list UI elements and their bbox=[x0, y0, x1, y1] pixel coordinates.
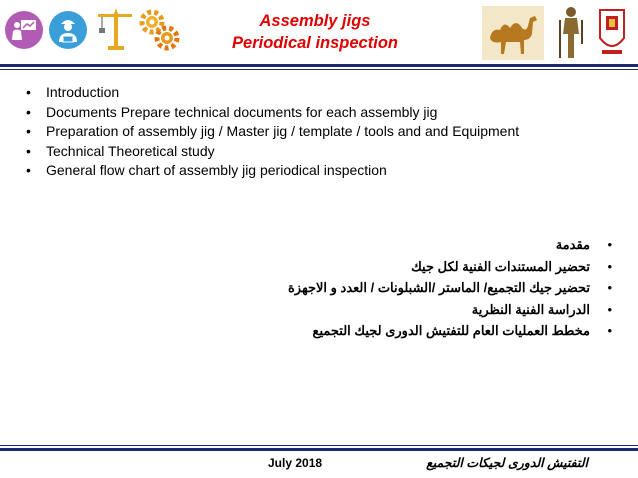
list-item: • Introduction bbox=[24, 83, 624, 103]
slide-title-line-1: Assembly jigs bbox=[259, 12, 371, 30]
presentation-icon bbox=[4, 10, 44, 50]
camel-icon bbox=[482, 6, 544, 60]
list-item: • تحضير جيك التجميع/ الماستر /الشبلونات / العدد و الاجهزة bbox=[116, 277, 616, 299]
footer-divider-thin bbox=[0, 445, 638, 446]
arabic-bullet-list bbox=[116, 234, 616, 342]
gears-icon bbox=[138, 8, 180, 52]
list-item: • مقدمة bbox=[116, 234, 616, 256]
list-item: • Technical Theoretical study bbox=[24, 142, 624, 162]
footer-title: التفتيش الدورى لجيكات التجميع bbox=[426, 456, 588, 470]
english-bullet-list bbox=[24, 83, 624, 181]
footer-date: July 2018 bbox=[268, 456, 323, 470]
engineer-icon bbox=[48, 10, 88, 50]
crane-icon bbox=[94, 6, 134, 52]
list-item: • مخطط العمليات العام للتفتيش الدورى لجيك التجميع bbox=[116, 320, 616, 342]
list-item: • Preparation of assembly jig / Master jig / template / tools and and Equipment bbox=[24, 122, 624, 142]
university-crest-icon bbox=[596, 4, 628, 60]
list-item: • تحضير المستندات الفنية لكل جيك bbox=[116, 256, 616, 278]
header-divider-thick bbox=[0, 64, 638, 67]
slide-header bbox=[0, 0, 638, 66]
slide-title-line-2: Periodical inspection bbox=[232, 34, 398, 52]
list-item: • الدراسة الفنية النظرية bbox=[116, 299, 616, 321]
list-item: • Documents Prepare technical documents for each assembly jig bbox=[24, 103, 624, 123]
header-divider-thin bbox=[0, 69, 638, 70]
list-item: • General flow chart of assembly jig periodical inspection bbox=[24, 161, 624, 181]
footer-divider-thick bbox=[0, 448, 638, 451]
pharaoh-icon bbox=[556, 4, 586, 60]
